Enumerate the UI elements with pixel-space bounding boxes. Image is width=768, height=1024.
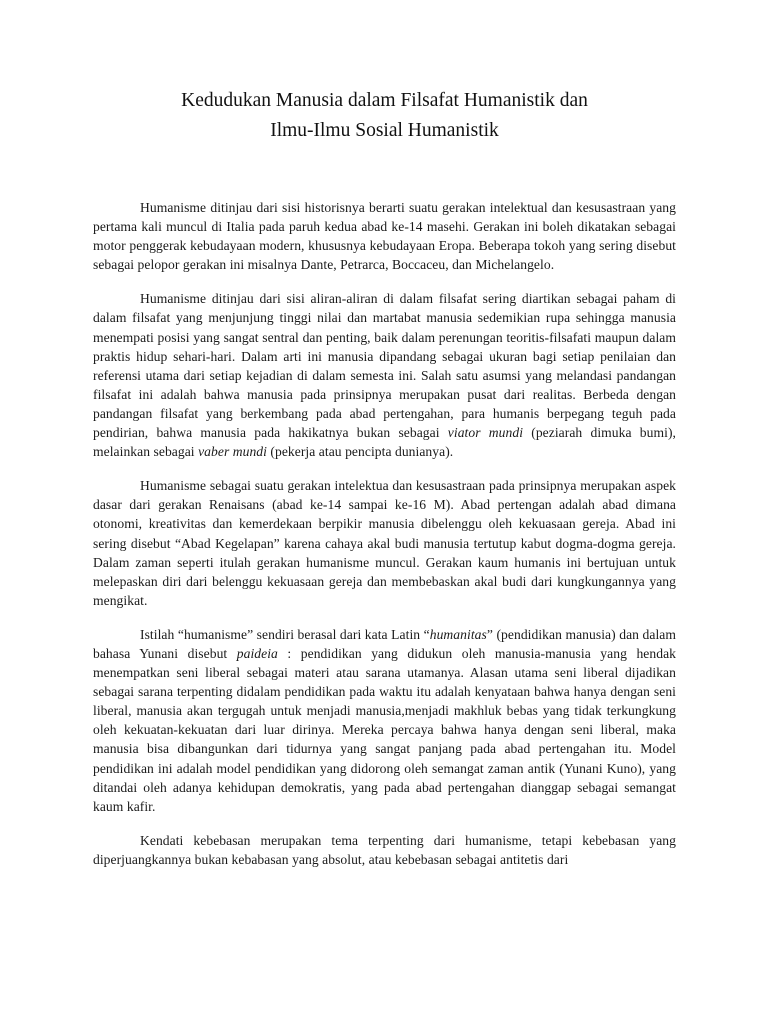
paragraph-text: Humanisme ditinjau dari sisi historisnya berarti suatu gerakan intelektual dan kesusastraan yang pertama kali muncul di Italia pada paruh kedua abad ke-14 masehi. Gerakan ini boleh dikatakan sebagai motor penggerak kebudayaan modern, khususnya kebudayaan Eropa. Beberapa tokoh yang sering disebut sebagai pelopor gerakan ini misalnya Dante, Petrarca, Boccaceu, dan Michelangelo. xyxy=(93,200,676,273)
title-line-1: Kedudukan Manusia dalam Filsafat Humanistik dan xyxy=(181,90,588,111)
document-page xyxy=(93,86,676,884)
paragraph-text: (pekerja atau pencipta dunianya). xyxy=(266,444,454,460)
paragraph-2 xyxy=(93,289,676,461)
paragraph-text: Humanisme sebagai suatu gerakan intelektua dan kesusastraan pada prinsipnya merupakan aspek dasar dari gerakan Renaisans (abad ke-14 sampai ke-16 M). Abad pertengan adalah abad dimana otonomi, kreativitas dan kemerdekaan berpikir manusia dibelenggu oleh kekuasaan gereja. Abad ini sering disebut “Abad Kegelapan” karena cahaya akal budi manusia tertutup kabut dogma-dogma gereja. Dalam zaman seperti itulah gerakan humanisme muncul. Gerakan kaum humanis ini bertujuan untuk melepaskan diri dari belenggu kekuasaan gereja dan membebaskan akal budi dari kungkungannya yang mengikat. xyxy=(93,478,676,608)
paragraph-text: Humanisme ditinjau dari sisi aliran-aliran di dalam filsafat sering diartikan sebagai paham di dalam filsafat yang menjunjung tinggi nilai dan martabat manusia sedemikian rupa sehingga manusia menempati posisi yang sangat sentral dan penting, baik dalam perenungan teoritis-filsafati maupun dalam praktis hidup sehari-hari. Dalam arti ini manusia dipandang sebagai ukuran bagi setiap penilaian dan referensi utama dari setiap kejadian di dalam semesta ini. Salah satu asumsi yang melandasi pandangan filsafat ini adalah bahwa manusia pada prinsipnya merupakan pusat dari realitas. Berbeda dengan pandangan filsafat yang berkembang pada abad pertengahan, para humanis berpegang teguh pada pendirian, bahwa manusia pada hakikatnya bukan sebagai xyxy=(93,291,676,441)
paragraph-1 xyxy=(93,198,676,274)
paragraph-5 xyxy=(93,831,676,869)
italic-term-humanitas: humanitas xyxy=(429,626,487,642)
italic-term-viator-mundi: viator mundi xyxy=(447,425,524,441)
document-title xyxy=(93,86,676,146)
paragraph-text: (peziarah dimuka bumi), melainkan sebagai xyxy=(93,425,676,460)
paragraph-3 xyxy=(93,476,676,610)
title-line-2: Ilmu-Ilmu Sosial Humanistik xyxy=(270,120,499,141)
paragraph-text: Istilah “humanisme” sendiri berasal dari kata Latin “ xyxy=(140,626,430,642)
paragraph-text: : pendidikan yang didukun oleh manusia-manusia yang hendak menempatkan seni liberal sebagai materi atau sarana utamanya. Alasan utama seni liberal dijadikan sebagai sarana terpenting didalam pendidikan pada waktu itu adalah kenyataan bahwa hanya dengan seni liberal, manusia akan tergugah untuk menjadi manusia,menjadi makhluk bebas yang tidak terkungkung oleh kekuatan-kekuatan dari luar dirinya. Mereka percaya bahwa hanya dengan seni liberal, maka manusia bisa dibangunkan dari tidurnya yang sangat panjang pada abad pertengahan itu. Model pendidikan ini adalah model pendidikan yang didorong oleh semangat zaman antik (Yunani Kuno), yang ditandai oleh adanya kehidupan demokratis, yang pada abad pertengahan dianggap sebagai semangat kaum kafir. xyxy=(93,645,676,814)
italic-term-paideia: paideia xyxy=(236,645,278,661)
paragraph-text: ” (pendidikan manusia) dan dalam bahasa Yunani disebut xyxy=(93,626,677,661)
paragraph-4 xyxy=(93,625,676,816)
paragraph-text: Kendati kebebasan merupakan tema terpenting dari humanisme, tetapi kebebasan yang diperjuangkannya bukan kebabasan yang absolut, atau kebebasan sebagai antitetis dari xyxy=(93,832,676,867)
italic-term-vaber-mundi: vaber mundi xyxy=(198,444,267,460)
